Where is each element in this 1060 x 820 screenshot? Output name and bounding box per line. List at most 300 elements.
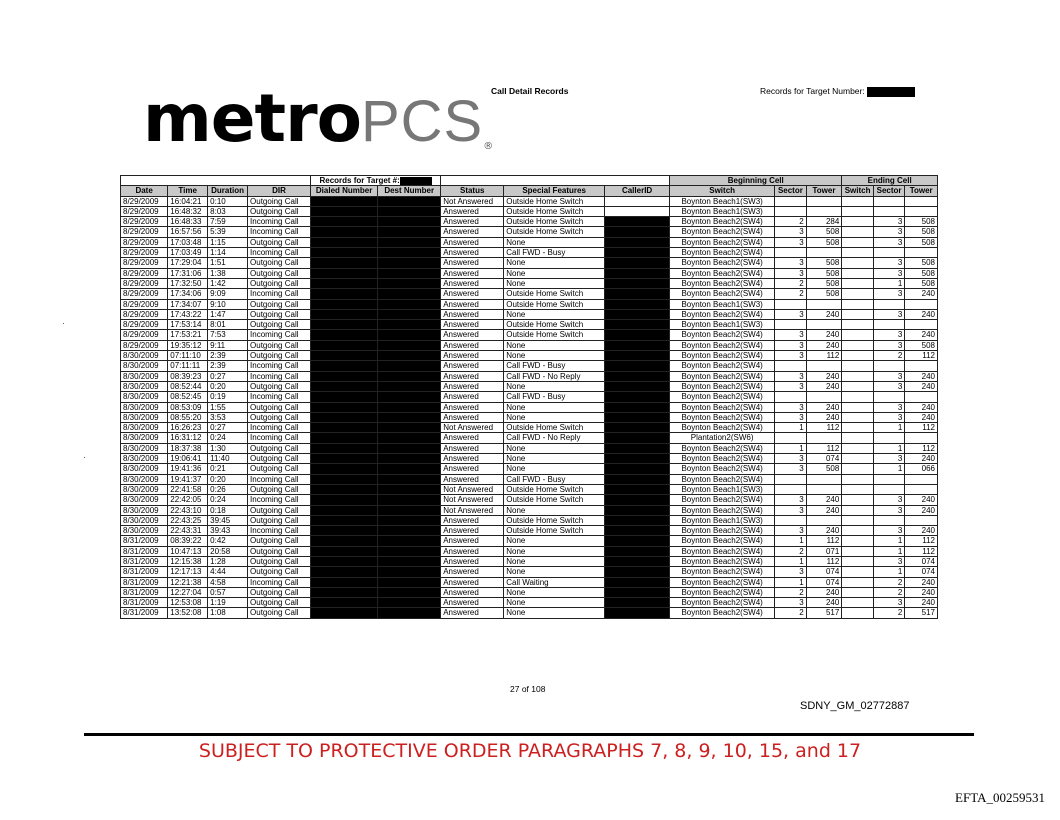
cell-date: 8/29/2009 xyxy=(121,289,168,299)
cell-time: 19:06:41 xyxy=(168,454,208,464)
cell-time: 17:34:06 xyxy=(168,289,208,299)
cell-end-tower: 508 xyxy=(905,340,938,350)
cell-dir: Outgoing Call xyxy=(248,515,311,525)
table-row xyxy=(121,505,938,515)
cell-duration: 3:53 xyxy=(208,412,248,422)
cell-status: Answered xyxy=(441,536,504,546)
cell-begin-sector: 3 xyxy=(775,598,807,608)
cell-begin-tower: 508 xyxy=(806,258,842,268)
redacted-dest-number xyxy=(378,567,441,577)
redacted-dialed-number xyxy=(311,371,378,381)
cell-time: 07:11:11 xyxy=(168,361,208,371)
redacted-dest-number xyxy=(378,402,441,412)
redacted-dialed-number xyxy=(311,505,378,515)
cell-end-switch xyxy=(842,526,874,536)
redacted-caller-id xyxy=(605,587,670,597)
cell-date: 8/30/2009 xyxy=(121,495,168,505)
document-title: Call Detail Records xyxy=(491,86,569,96)
cell-special-features: None xyxy=(504,546,605,556)
redacted-dialed-number xyxy=(311,361,378,371)
cell-end-switch xyxy=(842,248,874,258)
cell-date: 8/29/2009 xyxy=(121,227,168,237)
cell-special-features: Outside Home Switch xyxy=(504,330,605,340)
cell-end-tower: 112 xyxy=(905,536,938,546)
redacted-caller-id xyxy=(605,495,670,505)
redacted-dest-number xyxy=(378,361,441,371)
cell-caller-id xyxy=(605,206,670,216)
cell-end-sector: 3 xyxy=(873,505,905,515)
cell-end-switch xyxy=(842,381,874,391)
cell-begin-tower xyxy=(806,361,842,371)
cell-begin-sector: 3 xyxy=(775,237,807,247)
table-row xyxy=(121,299,938,309)
redacted-dialed-number xyxy=(311,515,378,525)
redacted-dialed-number xyxy=(311,340,378,350)
cell-switch: Boynton Beach2(SW4) xyxy=(670,423,775,433)
cell-switch: Boynton Beach2(SW4) xyxy=(670,495,775,505)
cell-duration: 1:42 xyxy=(208,278,248,288)
redaction-box xyxy=(400,177,432,185)
cell-end-sector: 1 xyxy=(873,546,905,556)
cell-special-features: None xyxy=(504,258,605,268)
table-row xyxy=(121,577,938,587)
table-row xyxy=(121,196,938,206)
cell-end-tower: 508 xyxy=(905,278,938,288)
table-row xyxy=(121,495,938,505)
cell-end-tower: 240 xyxy=(905,526,938,536)
redacted-dialed-number xyxy=(311,577,378,587)
cell-duration: 0:57 xyxy=(208,587,248,597)
cell-time: 12:15:38 xyxy=(168,556,208,566)
cell-begin-tower: 240 xyxy=(806,526,842,536)
redacted-caller-id xyxy=(605,351,670,361)
cell-date: 8/29/2009 xyxy=(121,237,168,247)
redacted-dest-number xyxy=(378,268,441,278)
cell-begin-sector: 3 xyxy=(775,495,807,505)
cell-dir: Outgoing Call xyxy=(248,237,311,247)
cell-switch: Boynton Beach2(SW4) xyxy=(670,464,775,474)
redacted-caller-id xyxy=(605,258,670,268)
cell-date: 8/29/2009 xyxy=(121,258,168,268)
cell-end-tower: 240 xyxy=(905,330,938,340)
cell-end-sector xyxy=(873,484,905,494)
cell-begin-sector xyxy=(775,206,807,216)
cell-duration: 0:20 xyxy=(208,474,248,484)
cell-special-features: Outside Home Switch xyxy=(504,526,605,536)
cell-duration: 1:51 xyxy=(208,258,248,268)
cell-switch: Boynton Beach2(SW4) xyxy=(670,371,775,381)
cell-status: Answered xyxy=(441,515,504,525)
cell-duration: 5:39 xyxy=(208,227,248,237)
cell-special-features: None xyxy=(504,505,605,515)
cell-end-switch xyxy=(842,278,874,288)
table-row xyxy=(121,340,938,350)
cell-status: Answered xyxy=(441,217,504,227)
redacted-caller-id xyxy=(605,320,670,330)
cell-dir: Outgoing Call xyxy=(248,381,311,391)
cell-end-tower: 112 xyxy=(905,443,938,453)
cell-duration: 0:19 xyxy=(208,392,248,402)
redacted-dialed-number xyxy=(311,526,378,536)
cell-begin-sector: 3 xyxy=(775,351,807,361)
cell-duration: 4:44 xyxy=(208,567,248,577)
cell-end-tower xyxy=(905,248,938,258)
redacted-dest-number xyxy=(378,546,441,556)
cell-begin-tower: 508 xyxy=(806,278,842,288)
redacted-dialed-number xyxy=(311,206,378,216)
cell-dir: Outgoing Call xyxy=(248,536,311,546)
cell-dir: Outgoing Call xyxy=(248,340,311,350)
redacted-dialed-number xyxy=(311,556,378,566)
cell-end-sector: 2 xyxy=(873,577,905,587)
column-header: Special Features xyxy=(504,186,605,196)
cell-end-tower: 240 xyxy=(905,381,938,391)
cell-switch: Boynton Beach2(SW4) xyxy=(670,526,775,536)
cell-date: 8/31/2009 xyxy=(121,556,168,566)
cell-end-tower: 508 xyxy=(905,258,938,268)
cell-switch: Plantation2(SW6) xyxy=(670,433,775,443)
cell-begin-tower xyxy=(806,392,842,402)
cell-begin-sector: 2 xyxy=(775,587,807,597)
cell-time: 16:04:21 xyxy=(168,196,208,206)
cell-switch: Boynton Beach1(SW3) xyxy=(670,320,775,330)
table-row xyxy=(121,567,938,577)
cell-duration: 1:47 xyxy=(208,309,248,319)
protective-order-banner: SUBJECT TO PROTECTIVE ORDER PARAGRAPHS 7, 8, 9, 10, 15, and 17 xyxy=(198,740,862,762)
redacted-dialed-number xyxy=(311,474,378,484)
cell-begin-tower: 517 xyxy=(806,608,842,618)
redacted-dialed-number xyxy=(311,443,378,453)
cell-date: 8/30/2009 xyxy=(121,526,168,536)
cell-duration: 1:08 xyxy=(208,608,248,618)
cell-date: 8/30/2009 xyxy=(121,464,168,474)
cell-end-tower xyxy=(905,299,938,309)
redacted-caller-id xyxy=(605,474,670,484)
cell-date: 8/30/2009 xyxy=(121,402,168,412)
cell-end-switch xyxy=(842,454,874,464)
cell-switch: Boynton Beach2(SW4) xyxy=(670,330,775,340)
cell-duration: 0:27 xyxy=(208,423,248,433)
cell-end-sector: 3 xyxy=(873,371,905,381)
cell-end-tower: 066 xyxy=(905,464,938,474)
cell-switch: Boynton Beach1(SW3) xyxy=(670,484,775,494)
cell-duration: 1:55 xyxy=(208,402,248,412)
cell-end-tower: 112 xyxy=(905,546,938,556)
cell-special-features: Call FWD - Busy xyxy=(504,248,605,258)
target-number-label: Records for Target Number: xyxy=(760,86,915,97)
cell-end-tower xyxy=(905,206,938,216)
cell-end-sector xyxy=(873,515,905,525)
table-row xyxy=(121,392,938,402)
cell-begin-tower: 240 xyxy=(806,309,842,319)
cell-end-switch xyxy=(842,464,874,474)
cell-end-switch xyxy=(842,598,874,608)
cell-end-tower: 240 xyxy=(905,495,938,505)
redacted-caller-id xyxy=(605,484,670,494)
cell-end-switch xyxy=(842,196,874,206)
column-header: Dest Number xyxy=(378,186,441,196)
cell-begin-tower: 284 xyxy=(806,217,842,227)
cell-time: 08:52:44 xyxy=(168,381,208,391)
cell-end-tower xyxy=(905,361,938,371)
cell-dir: Incoming Call xyxy=(248,495,311,505)
cell-date: 8/29/2009 xyxy=(121,268,168,278)
cell-end-tower: 240 xyxy=(905,454,938,464)
cell-time: 16:26:23 xyxy=(168,423,208,433)
cell-end-tower xyxy=(905,320,938,330)
cell-duration: 39:45 xyxy=(208,515,248,525)
cell-begin-sector: 1 xyxy=(775,423,807,433)
redacted-dialed-number xyxy=(311,484,378,494)
cell-begin-sector: 2 xyxy=(775,278,807,288)
cell-date: 8/29/2009 xyxy=(121,196,168,206)
cell-begin-tower: 508 xyxy=(806,227,842,237)
cell-dir: Incoming Call xyxy=(248,423,311,433)
redacted-dest-number xyxy=(378,248,441,258)
cell-dir: Outgoing Call xyxy=(248,484,311,494)
cell-begin-sector xyxy=(775,433,807,443)
cell-special-features: None xyxy=(504,464,605,474)
cell-status: Answered xyxy=(441,320,504,330)
cell-end-switch xyxy=(842,515,874,525)
cell-date: 8/30/2009 xyxy=(121,392,168,402)
cell-switch: Boynton Beach2(SW4) xyxy=(670,381,775,391)
table-row xyxy=(121,464,938,474)
cell-begin-sector: 3 xyxy=(775,381,807,391)
cell-time: 17:43:22 xyxy=(168,309,208,319)
redacted-dest-number xyxy=(378,443,441,453)
cell-status: Answered xyxy=(441,278,504,288)
cell-begin-sector: 3 xyxy=(775,258,807,268)
cell-date: 8/29/2009 xyxy=(121,217,168,227)
column-header: DIR xyxy=(248,186,311,196)
cell-special-features: None xyxy=(504,412,605,422)
cell-end-switch xyxy=(842,546,874,556)
cell-switch: Boynton Beach2(SW4) xyxy=(670,577,775,587)
cell-end-switch xyxy=(842,217,874,227)
cell-end-switch xyxy=(842,299,874,309)
redacted-dialed-number xyxy=(311,299,378,309)
cell-dir: Incoming Call xyxy=(248,227,311,237)
cell-end-sector: 3 xyxy=(873,598,905,608)
cell-end-switch xyxy=(842,608,874,618)
cell-end-sector: 3 xyxy=(873,402,905,412)
cell-begin-tower xyxy=(806,248,842,258)
cell-switch: Boynton Beach1(SW3) xyxy=(670,196,775,206)
cell-switch: Boynton Beach2(SW4) xyxy=(670,505,775,515)
cell-begin-sector xyxy=(775,392,807,402)
cell-time: 17:03:49 xyxy=(168,248,208,258)
redacted-caller-id xyxy=(605,464,670,474)
records-for-target-label: Records for Target #: xyxy=(311,176,441,186)
cell-dir: Outgoing Call xyxy=(248,402,311,412)
cell-switch: Boynton Beach2(SW4) xyxy=(670,278,775,288)
cell-end-sector: 1 xyxy=(873,443,905,453)
cell-date: 8/30/2009 xyxy=(121,361,168,371)
cell-status: Answered xyxy=(441,608,504,618)
cell-time: 17:31:06 xyxy=(168,268,208,278)
cell-switch: Boynton Beach2(SW4) xyxy=(670,340,775,350)
cell-begin-tower: 240 xyxy=(806,371,842,381)
cell-switch: Boynton Beach2(SW4) xyxy=(670,567,775,577)
redacted-dest-number xyxy=(378,412,441,422)
cell-special-features: None xyxy=(504,536,605,546)
table-row xyxy=(121,278,938,288)
cell-time: 22:43:10 xyxy=(168,505,208,515)
cell-special-features: None xyxy=(504,443,605,453)
cell-end-switch xyxy=(842,206,874,216)
redacted-dest-number xyxy=(378,515,441,525)
cell-time: 19:41:36 xyxy=(168,464,208,474)
table-row xyxy=(121,412,938,422)
cell-dir: Outgoing Call xyxy=(248,567,311,577)
ending-cell-header: Ending Cell xyxy=(842,176,938,186)
redacted-dialed-number xyxy=(311,433,378,443)
cell-date: 8/31/2009 xyxy=(121,536,168,546)
cell-end-tower: 240 xyxy=(905,412,938,422)
cell-dir: Incoming Call xyxy=(248,371,311,381)
cell-special-features: None xyxy=(504,608,605,618)
redacted-caller-id xyxy=(605,278,670,288)
redacted-caller-id xyxy=(605,443,670,453)
table-row xyxy=(121,206,938,216)
cell-begin-tower xyxy=(806,196,842,206)
cell-time: 17:34:07 xyxy=(168,299,208,309)
cell-duration: 0:24 xyxy=(208,433,248,443)
cell-dir: Outgoing Call xyxy=(248,556,311,566)
redacted-dest-number xyxy=(378,556,441,566)
cell-switch: Boynton Beach2(SW4) xyxy=(670,598,775,608)
cell-end-sector xyxy=(873,320,905,330)
cell-end-tower: 508 xyxy=(905,227,938,237)
call-records-table xyxy=(120,175,938,619)
redacted-dest-number xyxy=(378,454,441,464)
redacted-dialed-number xyxy=(311,248,378,258)
cell-dir: Outgoing Call xyxy=(248,464,311,474)
cell-begin-tower: 240 xyxy=(806,598,842,608)
cell-dir: Outgoing Call xyxy=(248,309,311,319)
cell-dir: Incoming Call xyxy=(248,217,311,227)
table-header-top xyxy=(121,176,938,186)
cell-status: Answered xyxy=(441,464,504,474)
redacted-dialed-number xyxy=(311,392,378,402)
cell-switch: Boynton Beach2(SW4) xyxy=(670,443,775,453)
divider-rule xyxy=(84,733,974,736)
cell-date: 8/30/2009 xyxy=(121,381,168,391)
redacted-dialed-number xyxy=(311,546,378,556)
redacted-dest-number xyxy=(378,227,441,237)
redacted-dest-number xyxy=(378,309,441,319)
redacted-dialed-number xyxy=(311,237,378,247)
cell-end-sector: 3 xyxy=(873,526,905,536)
column-header: Duration xyxy=(208,186,248,196)
cell-special-features: Outside Home Switch xyxy=(504,206,605,216)
cell-begin-tower xyxy=(806,474,842,484)
table-row xyxy=(121,320,938,330)
cell-dir: Outgoing Call xyxy=(248,196,311,206)
redacted-caller-id xyxy=(605,402,670,412)
cell-dir: Outgoing Call xyxy=(248,351,311,361)
redacted-dest-number xyxy=(378,217,441,227)
cell-time: 17:03:48 xyxy=(168,237,208,247)
cell-time: 17:29:04 xyxy=(168,258,208,268)
redacted-dest-number xyxy=(378,536,441,546)
cell-dir: Incoming Call xyxy=(248,289,311,299)
cell-dir: Outgoing Call xyxy=(248,206,311,216)
cell-end-tower: 240 xyxy=(905,505,938,515)
cell-switch: Boynton Beach2(SW4) xyxy=(670,556,775,566)
cell-time: 16:48:33 xyxy=(168,217,208,227)
cell-end-tower: 074 xyxy=(905,567,938,577)
cell-duration: 2:39 xyxy=(208,361,248,371)
cell-begin-tower: 074 xyxy=(806,577,842,587)
cell-status: Answered xyxy=(441,402,504,412)
column-header: CallerID xyxy=(605,186,670,196)
beginning-cell-header: Beginning Cell xyxy=(670,176,842,186)
cell-begin-sector: 2 xyxy=(775,608,807,618)
cell-end-tower xyxy=(905,392,938,402)
cell-date: 8/30/2009 xyxy=(121,474,168,484)
cell-switch: Boynton Beach2(SW4) xyxy=(670,587,775,597)
cell-status: Answered xyxy=(441,546,504,556)
redacted-caller-id xyxy=(605,412,670,422)
cell-duration: 0:21 xyxy=(208,464,248,474)
cell-status: Answered xyxy=(441,598,504,608)
redacted-caller-id xyxy=(605,515,670,525)
cell-end-switch xyxy=(842,567,874,577)
cell-dir: Outgoing Call xyxy=(248,454,311,464)
cell-end-sector xyxy=(873,248,905,258)
metropcs-logo: metroPCS® xyxy=(143,80,493,157)
table-row xyxy=(121,289,938,299)
cell-dir: Outgoing Call xyxy=(248,320,311,330)
cell-date: 8/31/2009 xyxy=(121,587,168,597)
cell-end-sector: 3 xyxy=(873,340,905,350)
cell-end-switch xyxy=(842,320,874,330)
cell-duration: 1:38 xyxy=(208,268,248,278)
cell-status: Answered xyxy=(441,248,504,258)
redacted-dialed-number xyxy=(311,217,378,227)
cell-dir: Incoming Call xyxy=(248,433,311,443)
table-row xyxy=(121,454,938,464)
column-header: Status xyxy=(441,186,504,196)
redacted-dialed-number xyxy=(311,608,378,618)
cell-special-features: Outside Home Switch xyxy=(504,289,605,299)
cell-end-tower: 240 xyxy=(905,587,938,597)
cell-time: 08:39:22 xyxy=(168,536,208,546)
cell-time: 19:41:37 xyxy=(168,474,208,484)
cell-end-tower: 508 xyxy=(905,237,938,247)
cell-special-features: None xyxy=(504,381,605,391)
cell-status: Answered xyxy=(441,526,504,536)
cell-end-sector: 3 xyxy=(873,237,905,247)
redacted-caller-id xyxy=(605,309,670,319)
cell-end-sector: 3 xyxy=(873,454,905,464)
redacted-caller-id xyxy=(605,299,670,309)
redacted-caller-id xyxy=(605,526,670,536)
cell-date: 8/29/2009 xyxy=(121,248,168,258)
cell-duration: 8:01 xyxy=(208,320,248,330)
cell-dir: Outgoing Call xyxy=(248,299,311,309)
table-row xyxy=(121,515,938,525)
cell-duration: 1:19 xyxy=(208,598,248,608)
cell-end-tower: 240 xyxy=(905,289,938,299)
cell-end-sector xyxy=(873,299,905,309)
cell-dir: Outgoing Call xyxy=(248,608,311,618)
cell-begin-sector: 3 xyxy=(775,371,807,381)
cell-date: 8/30/2009 xyxy=(121,371,168,381)
redacted-dest-number xyxy=(378,381,441,391)
